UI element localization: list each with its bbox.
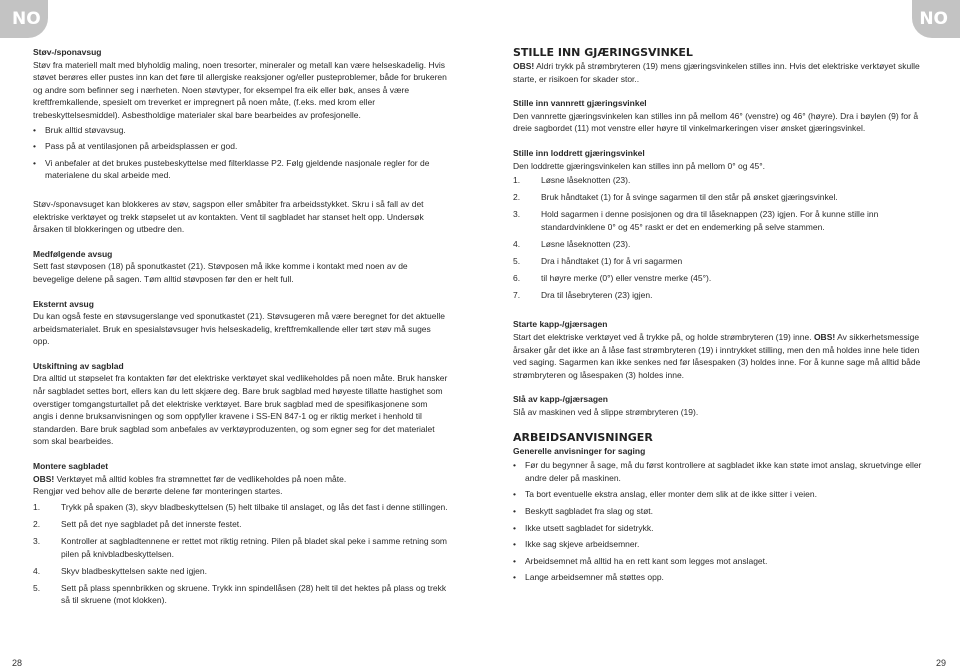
list-item: • Arbeidsemnet må alltid ha en rett kant som legges mot anslaget.: [513, 555, 933, 568]
list-item: • Beskytt sagbladet fra slag og støt.: [513, 505, 933, 518]
external-text: Du kan også feste en støvsugerslange ved sponutkastet (21). Støvsugeren må være beregnet for det aktuelle arbeidsmaterialet. Bruk en spesialstøvsuger hvis helseskadelig, kreftfremkallende eller tørt støv må suges opp.: [33, 311, 446, 347]
start-text: Start det elektriske verktøyet ved å trykke på, og holde strømbryteren (19) inne. OBS! Av sikkerhetsmessige årsaker går det ikke an å låse fast strømbryteren (19) i inntrykket stilling, men den må holdes inne hele tiden ved saging. Sagarmen kan ikke senkes ned før låsespaken (3) holdes inne. For å kunne sage må alltid både strømbryteren og låsespaken (3) holdes inne.: [513, 332, 921, 380]
list-item: 3. Kontroller at sagbladtennene er rettet mot riktig retning. Pilen på bladet skal peke i samme retning som pilen på knivbladbeskyttelsen.: [33, 536, 448, 559]
list-item: 6. til høyre merke (0°) eller venstre merke (45°).: [513, 273, 712, 284]
dust-heading: Støv-/sponavsug: [33, 47, 102, 57]
list-item: • Før du begynner å sage, må du først kontrollere at sagbladet ikke kan støte imot anslag, skruetvinge eller andre deler på maskinen.: [513, 459, 933, 484]
stop-text: Slå av maskinen ved å slippe strømbryteren (19).: [513, 406, 699, 417]
vertical-text: Den loddrette gjæringsvinkelen kan stilles inn på mellom 0° og 45°.: [513, 160, 766, 171]
list-item: 1. Løsne låseknotten (23).: [513, 175, 631, 186]
start-heading: Starte kapp-/gjærsagen: [513, 319, 608, 330]
list-item: 4. Skyv bladbeskyttelsen sakte ned igjen.: [33, 565, 208, 576]
included-text: Sett fast støvposen (18) på sponutkastet (21). Støvposen må ikke komme i kontakt med noen av de bevegelige delene på sagen. Tøm alltid støvposen før den er helt full.: [33, 261, 408, 284]
dust-blockage-text: Støv-/sponavsuget kan blokkeres av støv, sagspon eller småbiter fra arbeidsstykket. Skru i så fall av det elektriske verktøyet og trekk støpselet ut av kontakten. Vent til sagbladet har stanset helt opp. Undersøk årsaken til blokkeringen og utbedre den.: [33, 198, 424, 235]
mount-heading: Montere sagbladet: [33, 461, 109, 472]
work-heading: ARBEIDSANVISNINGER: [513, 430, 653, 444]
mount-steps: [33, 501, 448, 607]
list-item: • Ikke utsett sagbladet for sidetrykk.: [513, 522, 933, 535]
bevel-warning: OBS! Aldri trykk på strømbryteren (19) mens gjæringsvinkelen stilles inn. Hvis det elektriske verktøyet skulle starte, er risikoen for skader stor..: [513, 61, 920, 84]
vertical-heading: Stille inn loddrett gjæringsvinkel: [513, 147, 645, 158]
language-tab-right: NO: [912, 0, 960, 38]
horizontal-text: Den vannrette gjæringsvinkelen kan stilles inn på mellom 46° (venstre) og 46° (høyre). Dra i bøylen (9) for å dreie sagbordet (11) mot venstre eller høyre til vinkelmarkeringen viser ønsket gjæringsvinkel.: [513, 110, 919, 134]
included-heading: Medfølgende avsug: [33, 248, 113, 259]
list-item: 1. Trykk på spaken (3), skyv bladbeskyttelsen (5) helt tilbake til anslaget, og lås det fast i denne stillingen.: [33, 501, 448, 512]
list-item: 5. Dra i håndtaket (1) for å vri sagarmen: [513, 256, 683, 267]
list-item: • Lange arbeidsemner må støttes opp.: [513, 571, 933, 584]
page-number-left: 28: [12, 658, 23, 668]
dust-text: Støv fra materiell malt med blyholdig maling, noen tresorter, mineraler og metall kan være helseskadelig. Hvis støvet berøres eller pustes inn kan det føre til allergiske reaksjoner og/eller pusteproblemer, både for brukeren og andre som befinner seg i nærheten. Noen støvtyper, for eksempel fra eik eller bøk, anses å være kreftfremkallende, spesielt om treverket er impregnert på noen måte, (f.eks. med krom eller trebeskyttelsesmiddel). Asbestholdige materialer skal bare bearbeides av profesjonelle.: [33, 59, 447, 120]
language-tab-left: NO: [0, 0, 48, 38]
replace-heading: Utskiftning av sagblad: [33, 360, 124, 371]
replace-text: Dra alltid ut støpselet fra kontakten før det elektriske verktøyet skal vedlikeholdes på noen måte. Bruk hansker når sagbladet settes bort, ellers kan du lett skjære deg. Bare bruk sagblad med høyeste tillatte hastighet som overstiger tomgangsturtallet på det elektriske verktøyet. Bare bruk sagblad med de spesifikasjonene som angis i denne bruksanvisningen og som oppfyller kravene i SS-EN 847-1 og er riktig merket i henhold til standarden. Bare bruk sagblad som anbefales av verktøyproduzenten, og som egner seg for det materialet som skal bearbeides.: [33, 373, 448, 447]
page-number-right: 29: [935, 658, 946, 668]
external-heading: Eksternt avsug: [33, 298, 94, 309]
list-item: 2. Bruk håndtaket (1) for å svinge sagarmen til den står på ønsket gjæringsvinkel.: [513, 192, 838, 203]
bevel-heading: STILLE INN GJÆRINGSVINKEL: [513, 46, 693, 59]
vertical-steps: [513, 174, 933, 302]
work-bullet-list: [513, 459, 933, 584]
list-item: 4. Løsne låseknotten (23).: [513, 239, 631, 250]
list-item: • Vi anbefaler at det brukes pustebeskyttelse med filterklasse P2. Følg gjeldende nasjonale regler for de materialene du skal arbeide med.: [33, 157, 448, 182]
list-item: 3. Hold sagarmen i denne posisjonen og dra til låseknappen (23) igjen. For å kunne stille inn standardvinklene 0° og 45° raskt er det en endemerking på selve stammen.: [513, 209, 879, 232]
horizontal-heading: Stille inn vannrett gjæringsvinkel: [513, 98, 647, 109]
right-column: [513, 46, 933, 588]
list-item: • Ta bort eventuelle ekstra anslag, eller monter dem slik at de ikke sitter i veien.: [513, 488, 933, 501]
stop-heading: Slå av kapp-/gjærsagen: [513, 394, 608, 405]
list-item: • Bruk alltid støvavsug.: [33, 124, 448, 137]
dust-bullet-list: [33, 124, 448, 182]
left-column: [33, 46, 448, 611]
mount-line1: OBS! Verktøyet må alltid kobles fra strømnettet før de vedlikeholdes på noen måte.: [33, 473, 347, 484]
list-item: 5. Sett på plass spennbrikken og skruene. Trykk inn spindellåsen (28) helt til det hektes på plass og trekk så til skruene (mot klokken).: [33, 582, 447, 606]
mount-line2: Rengjør ved behov alle de berørte delene før monteringen startes.: [33, 486, 283, 497]
list-item: 2. Sett på det nye sagbladet på det innerste festet.: [33, 518, 242, 529]
list-item: • Ikke sag skjeve arbeidsemner.: [513, 538, 933, 551]
list-item: 7. Dra til låsebryteren (23) igjen.: [513, 290, 653, 301]
work-subheading: Generelle anvisninger for saging: [513, 445, 646, 456]
list-item: • Pass på at ventilasjonen på arbeidsplassen er god.: [33, 140, 448, 153]
